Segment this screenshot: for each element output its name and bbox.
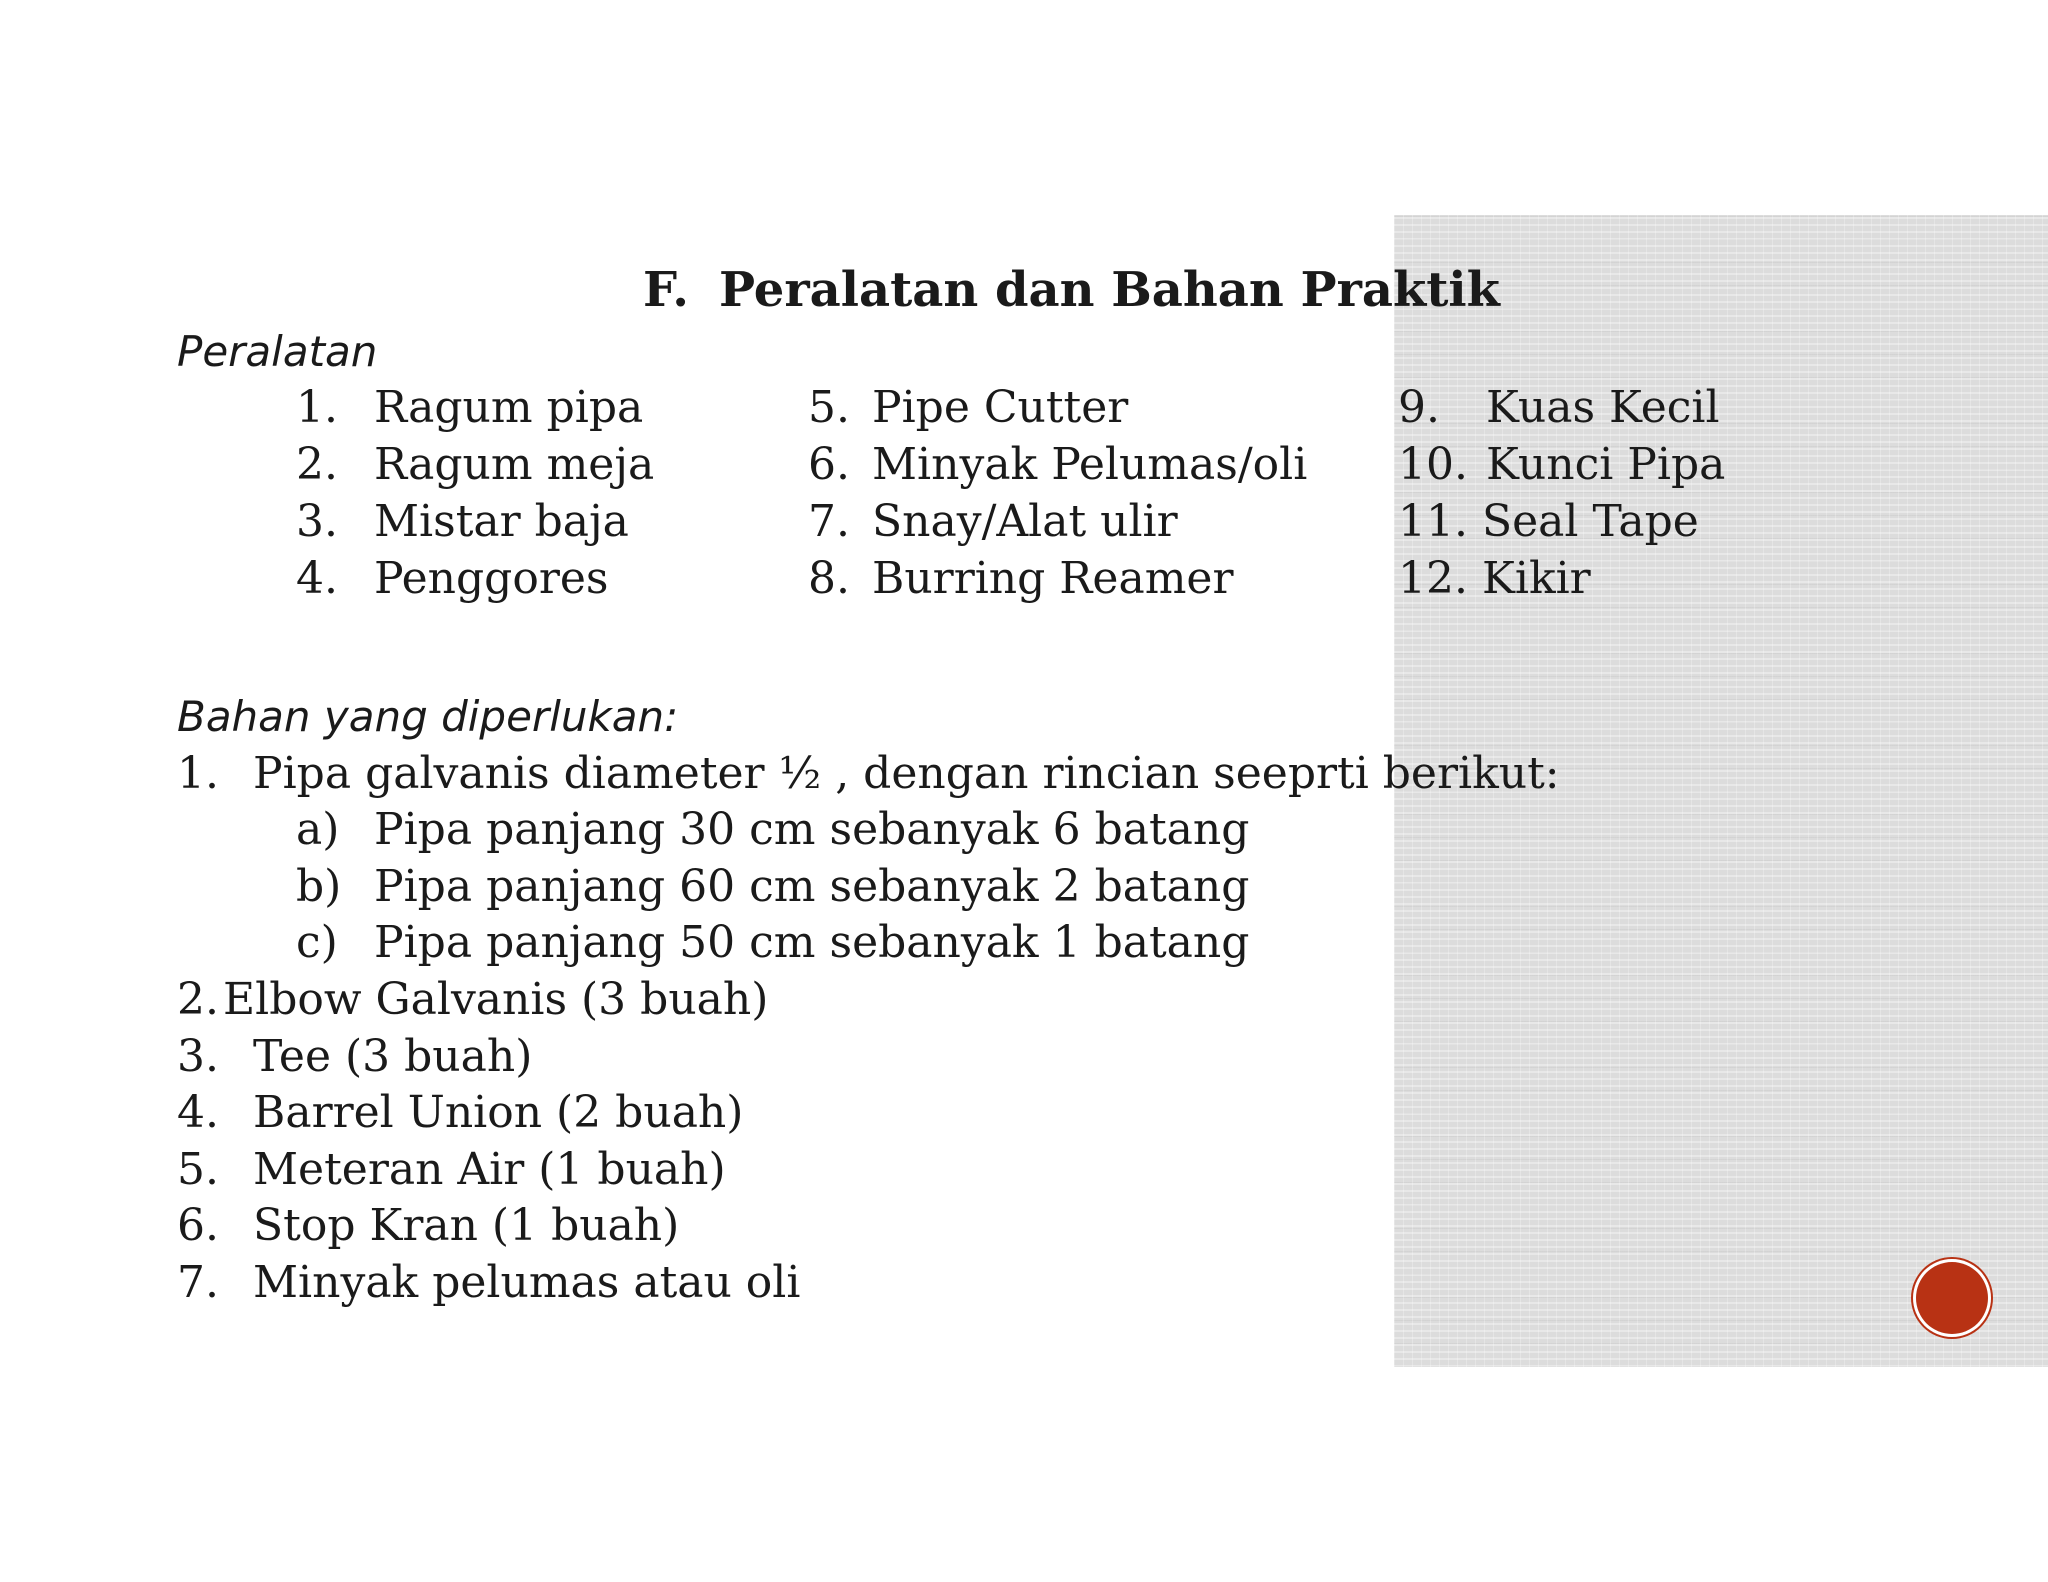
bahan-item: 5. Meteran Air (1 buah)	[177, 1144, 726, 1195]
peralatan-item: 1. Ragum pipa	[296, 382, 644, 433]
bahan-item: 7. Minyak pelumas atau oli	[177, 1257, 801, 1308]
slide-badge-circle	[1916, 1262, 1988, 1334]
bahan-item: 1. Pipa galvanis diameter ½ , dengan rincian seeprti berikut:	[177, 748, 1560, 799]
peralatan-item: 2. Ragum meja	[296, 439, 655, 490]
peralatan-item: 3. Mistar baja	[296, 496, 629, 547]
page-title	[643, 262, 1500, 318]
peralatan-item: 11. Seal Tape	[1398, 496, 1699, 547]
peralatan-item: 12. Kikir	[1398, 553, 1591, 604]
bahan-subitem: c) Pipa panjang 50 cm sebanyak 1 batang	[296, 917, 1250, 968]
bahan-item: 3. Tee (3 buah)	[177, 1031, 533, 1082]
bahan-heading: Bahan yang diperlukan:	[177, 692, 679, 741]
peralatan-heading: Peralatan	[177, 327, 378, 376]
peralatan-item: 5. Pipe Cutter	[808, 382, 1129, 433]
bahan-subitem: a) Pipa panjang 30 cm sebanyak 6 batang	[296, 804, 1250, 855]
peralatan-item: 8. Burring Reamer	[808, 553, 1234, 604]
peralatan-item: 7. Snay/Alat ulir	[808, 496, 1178, 547]
title-text: Peralatan dan Bahan Praktik	[719, 262, 1500, 318]
bahan-item: 4. Barrel Union (2 buah)	[177, 1087, 744, 1138]
bahan-subitem: b) Pipa panjang 60 cm sebanyak 2 batang	[296, 861, 1250, 912]
bahan-item: 6. Stop Kran (1 buah)	[177, 1200, 680, 1251]
title-letter: F.	[643, 262, 689, 318]
peralatan-item: 6. Minyak Pelumas/oli	[808, 439, 1308, 490]
peralatan-item: 9. Kuas Kecil	[1398, 382, 1720, 433]
bahan-item: 2.Elbow Galvanis (3 buah)	[177, 974, 769, 1025]
peralatan-item: 4. Penggores	[296, 553, 609, 604]
peralatan-item: 10. Kunci Pipa	[1398, 439, 1726, 490]
